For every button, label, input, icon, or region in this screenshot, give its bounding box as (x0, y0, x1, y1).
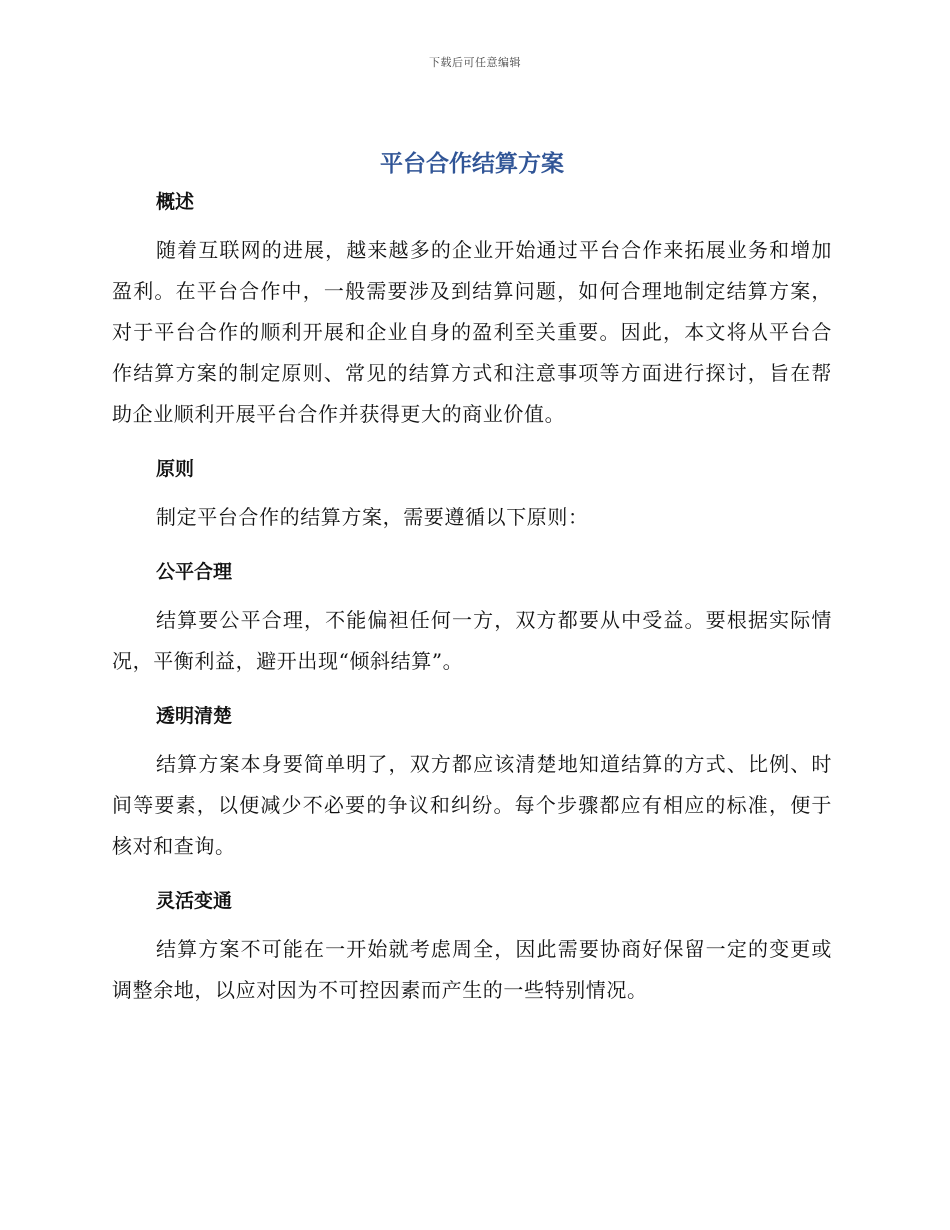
document-body (112, 144, 832, 1011)
document-title: 平台合作结算方案 (380, 151, 564, 177)
section-heading-principles: 原则 (156, 458, 195, 480)
section-heading-overview: 概述 (156, 191, 195, 213)
section-heading-flexible: 灵活变通 (156, 890, 233, 912)
paragraph-transparent: 结算方案本身要简单明了，双方都应该清楚地知道结算的方式、比例、时间等要素，以便减少不必要的争议和纠纷。每个步骤都应有相应的标准，便于核对和查询。 (112, 752, 832, 858)
header-note: 下载后可任意编辑 (429, 56, 521, 69)
paragraph-flexible: 结算方案不可能在一开始就考虑周全，因此需要协商好保留一定的变更或调整余地，以应对因为不可控因素而产生的一些特别情况。 (112, 937, 832, 1002)
paragraph-principles: 制定平台合作的结算方案，需要遵循以下原则： (156, 505, 589, 529)
section-heading-fair: 公平合理 (156, 561, 233, 583)
paragraph-fair: 结算要公平合理，不能偏袒任何一方，双方都要从中受益。要根据实际情况，平衡利益，避开出现“倾斜结算”。 (112, 608, 832, 673)
section-heading-transparent: 透明清楚 (156, 705, 233, 727)
paragraph-overview: 随着互联网的进展，越来越多的企业开始通过平台合作来拓展业务和增加盈利。在平台合作中，一般需要涉及到结算问题，如何合理地制定结算方案，对于平台合作的顺利开展和企业自身的盈利至关重要。因此，本文将从平台合作结算方案的制定原则、常见的结算方式和注意事项等方面进行探讨，旨在帮助企业顺利开展平台合作并获得更大的商业价值。 (112, 238, 832, 426)
